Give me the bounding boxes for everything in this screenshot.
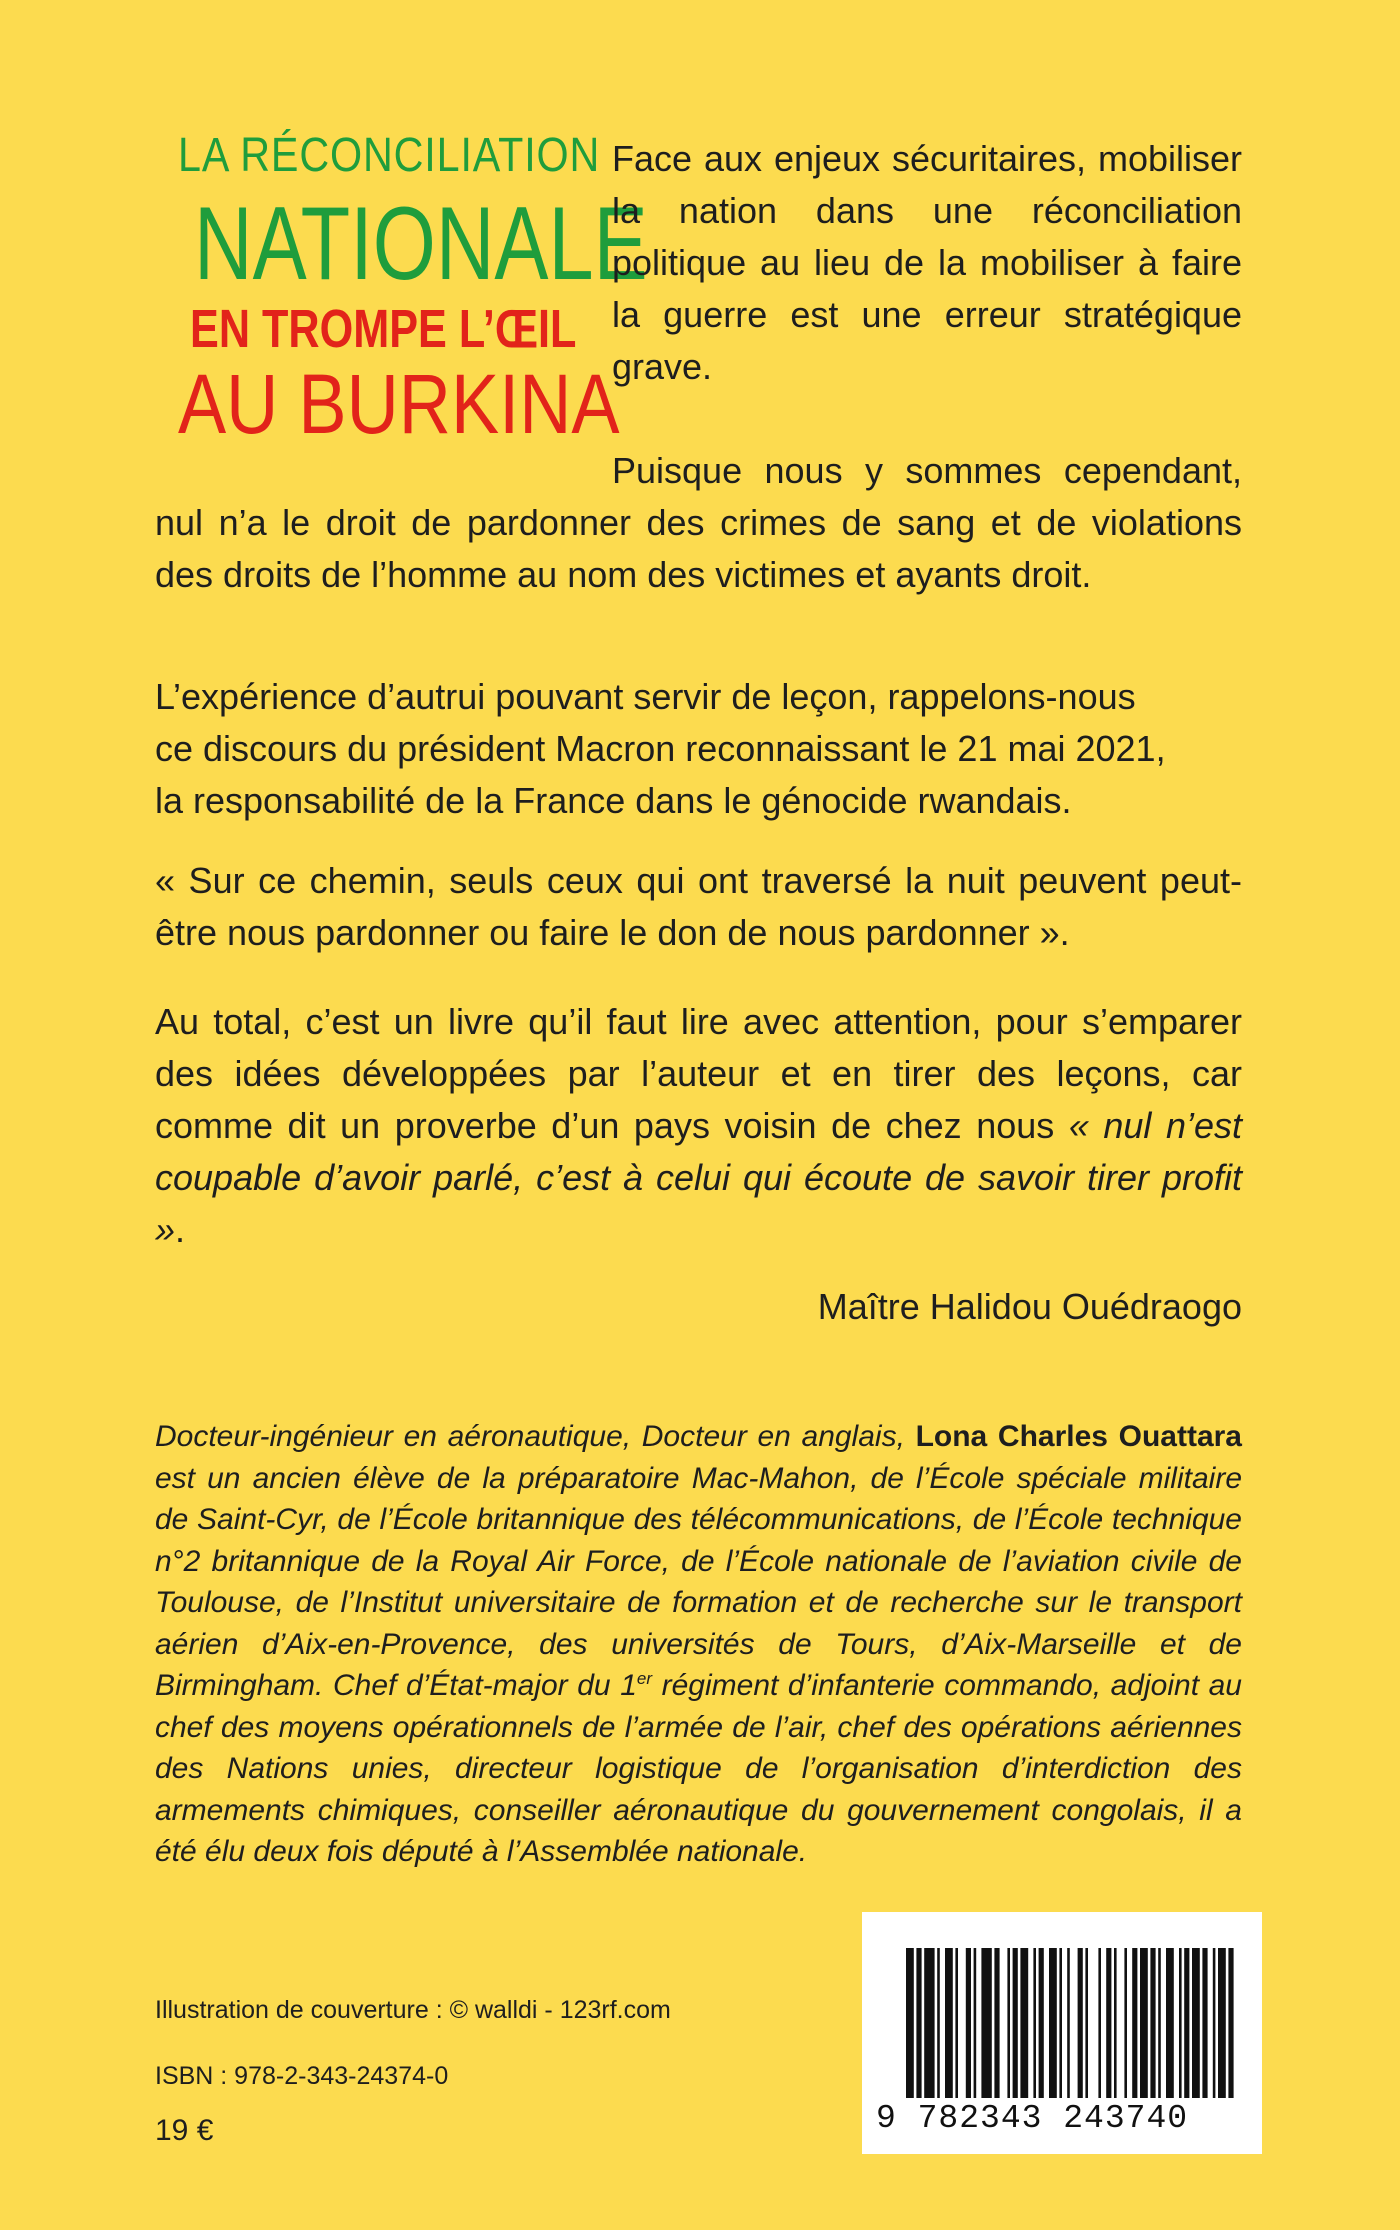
barcode-bar [1039, 1948, 1044, 2098]
barcode-bar [945, 1948, 953, 2098]
barcode-bar [955, 1948, 958, 2098]
barcode [862, 1912, 1262, 2154]
barcode-bar [1033, 1948, 1036, 2098]
barcode-bar [966, 1948, 971, 2098]
barcode-bar [1158, 1948, 1161, 2098]
blurb-paragraph-3-line-1: L’expérience d’autrui pouvant servir de leçon, rappelons-nous [155, 676, 1136, 717]
blurb-paragraph-3-line-3: la responsabilité de la France dans le génocide rwandais. [155, 780, 1072, 821]
blurb-paragraph-1: Face aux enjeux sécuritaires, mobiliser la nation dans une réconciliation politique au lieu de la mobiliser à faire la guerre est une erreur stratégique grave. [612, 138, 1242, 387]
title-line-4: AU BURKINA [178, 357, 620, 451]
blurb-paragraph-3 [155, 671, 1242, 827]
barcode-bar [1179, 1948, 1182, 2098]
barcode-bar [1213, 1948, 1216, 2098]
blurb-paragraph-5-text: Au total, c’est un livre qu’il faut lire avec attention, pour s’emparer des idées développées par l’auteur et en tirer des leçons, car comme dit un proverbe d’un pays voisin de chez nous [155, 1001, 1242, 1146]
barcode-bar [1150, 1948, 1155, 2098]
book-title [150, 129, 648, 451]
barcode-bar [1007, 1948, 1010, 2098]
author-bio-intro: Docteur-ingénieur en aéronautique, Docteur en anglais, [155, 1420, 916, 1453]
author-bio-superscript: er [636, 1669, 653, 1688]
barcode-bar [1132, 1948, 1137, 2098]
blurb-signature: Maître Halidou Ouédraogo [817, 1286, 1242, 1327]
barcode-bar [1124, 1948, 1127, 2098]
blurb-paragraph-5 [155, 996, 1242, 1256]
barcode-bar [981, 1948, 991, 2098]
barcode-bar [1184, 1948, 1189, 2098]
barcode-bar [1049, 1948, 1057, 2098]
barcode-bar [1013, 1948, 1018, 2098]
barcode-bar [1228, 1948, 1233, 2098]
barcode-bar [1140, 1948, 1148, 2098]
barcode-bar [1192, 1948, 1200, 2098]
barcode-bar [1078, 1948, 1083, 2098]
barcode-bar [916, 1948, 921, 2098]
barcode-bar [937, 1948, 940, 2098]
blurb-paragraph-2: Puisque nous y sommes cependant, nul n’a le droit de pardonner des crimes de sang et de violations des droits de l’homme au nom des victimes et ayants droit. [155, 450, 1242, 595]
blurb-paragraph-3-line-2: ce discours du président Macron reconnaissant le 21 mai 2021, [155, 728, 1166, 769]
cover-illustration-credit: Illustration de couverture : © walldi - 123rf.com [155, 1996, 671, 2024]
blurb-quote-paragraph: « Sur ce chemin, seuls ceux qui ont traversé la nuit peuvent peut-être nous pardonner ou faire le don de nous pardonner ». [155, 860, 1242, 953]
barcode-bar [1067, 1948, 1070, 2098]
author-bio [155, 1416, 1242, 1873]
barcode-bar [1098, 1948, 1101, 2098]
barcode-bar [1059, 1948, 1062, 2098]
barcode-bar [1166, 1948, 1174, 2098]
barcode-digits: 9 782343 243740 [876, 2100, 1189, 2137]
barcode-bar [1085, 1948, 1088, 2098]
barcode-bar [994, 1948, 999, 2098]
barcode-bar [1020, 1948, 1028, 2098]
barcode-bar [1106, 1948, 1111, 2098]
blurb-paragraph-5-end: . [175, 1209, 186, 1250]
price: 19 € [155, 2114, 214, 2147]
author-name: Lona Charles Ouattara [915, 1420, 1242, 1453]
author-bio-body-1: est un ancien élève de la préparatoire Mac-Mahon, de l’École spéciale militaire de Saint-Cyr, de l’École britannique des télécommunications, de l’École technique n°2 britannique de la Royal Air Force, de l’École nationale de l’aviation civile de Toulouse, de l’Institut universitaire de formation et de recherche sur le transport aérien d’Aix-en-Provence, des universités de Tours, d’Aix-Marseille et de Birmingham. Chef d’État-major du 1 [155, 1461, 1242, 1702]
barcode-bar [906, 1948, 914, 2098]
title-line-1: LA RÉCONCILIATION [178, 129, 601, 182]
barcode-bar [1218, 1948, 1226, 2098]
barcode-bar [1202, 1948, 1207, 2098]
proverb-quote: « nul n’est coupable d’avoir parlé, c’est à celui qui écoute de savoir tirer profit » [155, 1105, 1243, 1250]
barcode-bar [974, 1948, 977, 2098]
title-line-2: NATIONALE [194, 186, 648, 302]
title-line-3: EN TROMPE L’ŒIL [190, 299, 577, 359]
barcode-bar [1114, 1948, 1117, 2098]
barcode-bar [924, 1948, 934, 2098]
author-bio-body-2: régiment d’infanterie commando, adjoint au chef des moyens opérationnels de l’armée de l’air, chef des opérations aériennes des Nations unies, directeur logistique de l’organisation d’interdiction des armements chimiques, conseiller aéronautique du gouvernement congolais, il a été élu deux fois député à l’Assemblée nationale. [155, 1669, 1242, 1868]
isbn: ISBN : 978-2-343-24374-0 [155, 2062, 449, 2090]
